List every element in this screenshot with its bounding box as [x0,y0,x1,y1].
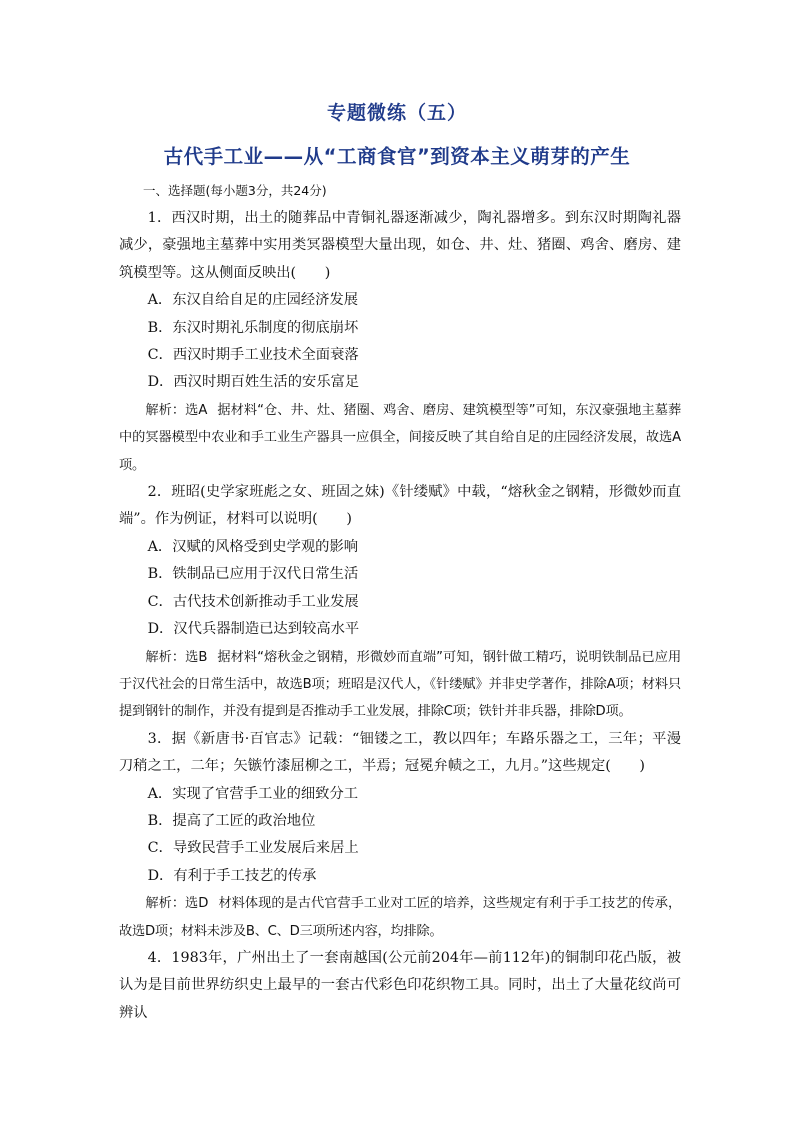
question-option: D．汉代兵器制造已达到较高水平 [147,621,360,638]
question-option: C．西汉时期手工业技术全面衰落 [147,347,359,364]
answer-label: 解析：选B [145,649,208,665]
question-option: D．有利于手工技艺的传承 [147,867,317,884]
question-option: A．东汉自给自足的庄园经济发展 [147,292,359,309]
question-option: C．古代技术创新推动手工业发展 [147,593,359,610]
question-analysis [119,890,681,945]
question-list [119,205,681,1027]
analysis-text: 材料体现的是古代官营手工业对工匠的培养，这些规定有利于手工技艺的传承，故选D项；材料未涉及B、C、D三项所述内容，均排除。 [119,896,681,939]
question-analysis [119,644,681,726]
answer-label: 解析：选A [145,402,208,418]
question-option: C．导致民营手工业发展后来居上 [147,840,359,857]
question-stem: 1．西汉时期，出土的随葬品中青铜礼器逐渐减少，陶礼器增多。到东汉时期陶礼器减少，豪强地主墓葬中实用类冥器模型大量出现，如仓、井、灶、猪圈、鸡舍、磨房、建筑模型等。这从侧面反映出( ) [119,210,681,281]
document-subtitle: 古代手工业——从“工商食官”到资本主义萌芽的产生 [163,145,631,168]
answer-label: 解析：选D [145,896,209,912]
question-option: A．汉赋的风格受到史学观的影响 [147,538,359,555]
document-title: 专题微练（五） [326,102,467,124]
question-option: B．铁制品已应用于汉代日常生活 [147,566,359,583]
question-stem: 4．1983年，广州出土了一套南越国(公元前204年—前112年)的铜制印花凸版，被认为是目前世界纺织史上最早的一套古代彩色印花织物工具。同时，出土了大量花纹尚可辨认 [119,949,681,1021]
question-analysis [119,397,681,479]
question-option: B．东汉时期礼乐制度的彻底崩坏 [147,319,359,336]
question-option: B．提高了工匠的政治地位 [147,812,316,829]
analysis-text: 据材料“熔秋金之钢精，形微妙而直端”可知，钢针做工精巧，说明铁制品已应用于汉代社会的日常生活中，故选B项；班昭是汉代人，《针缕赋》并非史学著作，排除A项；材料只提到钢针的制作，并没有提到是否推动手工业发展，排除C项；铁针并非兵器，排除D项。 [119,649,681,720]
question-stem: 2．班昭(史学家班彪之女、班固之妹)《针缕赋》中载，“熔秋金之钢精，形微妙而直端”。作为例证，材料可以说明( ) [119,484,681,528]
question-option: D．西汉时期百姓生活的安乐富足 [147,374,360,391]
question-option: A．实现了官营手工业的细致分工 [147,785,359,802]
question-stem: 3．据《新唐书·百官志》记载：“钿镂之工，教以四年；车路乐器之工，三年；平漫刀稍之工，二年；矢镞竹漆屈柳之工，半焉；冠冕弁帻之工，九月。”这些规定( ) [119,730,681,775]
analysis-text: 据材料“仓、井、灶、猪圈、鸡舍、磨房、建筑模型等”可知，东汉豪强地主墓葬中的冥器模型中农业和手工业生产器具一应俱全，间接反映了其自给自足的庄园经济发展，故选A项。 [119,402,681,473]
section-heading: 一、选择题(每小题3分，共24分) [143,183,327,198]
